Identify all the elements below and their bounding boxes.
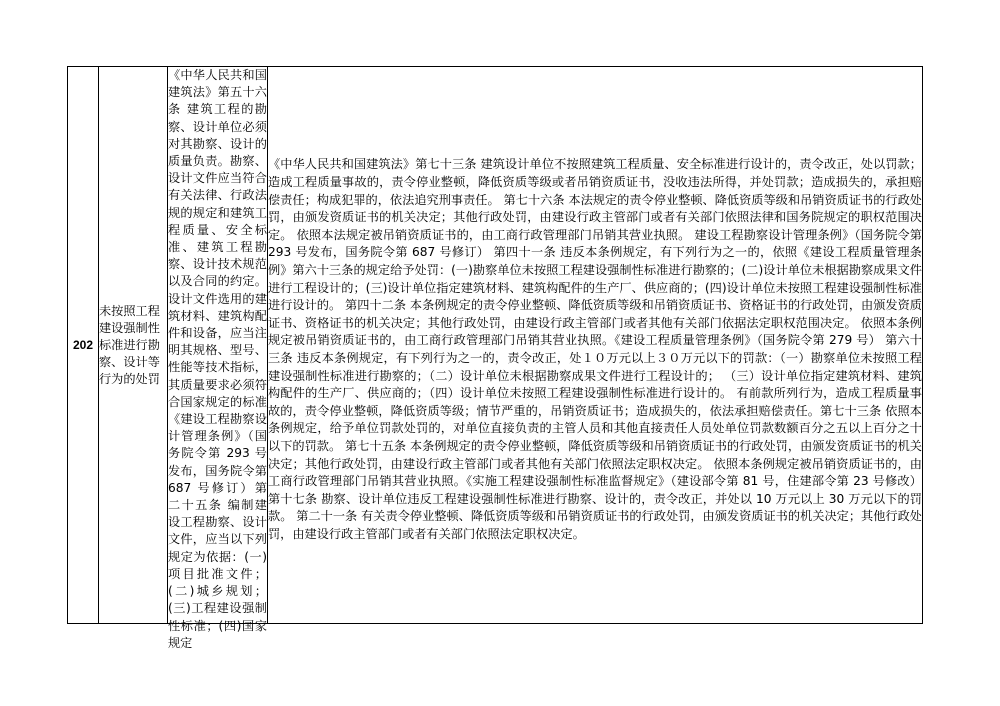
row-number: 202	[68, 67, 99, 624]
penalty-basis-text: 《中华人民共和国建筑法》第七十三条 建筑设计单位不按照建筑工程质量、安全标准进行设计的，责令改正，处以罚款；造成工程质量事故的，责令停业整顿，降低资质等级或者吊销资质证书，没收违法所得，并处罚款；造成损失的，承担赔偿责任；构成犯罪的，依法追究刑事责任。 第七十六条 本法规定的责令停业整顿、降低资质等级和吊销资质证书的行政处罚，由颁发资质证书的机关决定；其他行政处罚，由建设行政主管部门或者有关部门依照法律和国务院规定的职权范围决定。 依照本法规定被吊销资质证书的，由工商行政管理部门吊销其营业执照。 建设工程勘察设计管理条例》（国务院令第 293 号发布，国务院令第 687 号修订） 第四十一条 违反本条例规定，有下列行为之一的，依照《建设工程质量管理条例》第六十三条的规定给予处罚：(一)勘察单位未按照工程建设强制性标准进行勘察的；(二)设计单位未根据勘察成果文件进行工程设计的；(三)设计单位指定建筑材料、建筑构配件的生产厂、供应商的；(四)设计单位未按照工程建设强制性标准进行设计的。 第四十二条 本条例规定的责令停业整顿、降低资质等级和吊销资质证书、资格证书的行政处罚，由颁发资质证书、资格证书的机关决定；其他行政处罚，由建设行政主管部门或者其他有关部门依据法定职权范围决定。 依照本条例规定被吊销资质证书的，由工商行政管理部门吊销其营业执照。《建设工程质量管理条例》（国务院令第 279 号） 第六十三条 违反本条例规定，有下列行为之一的，责令改正，处１０万元以上３０万元以下的罚款：（一）勘察单位未按照工程建设强制性标准进行勘察的；（二）设计单位未根据勘察成果文件进行工程设计的； （三）设计单位指定建筑材料、建筑构配件的生产厂、供应商的；（四）设计单位未按照工程建设强制性标准进行设计的。 有前款所列行为，造成工程质量事故的，责令停业整顿，降低资质等级；情节严重的，吊销资质证书；造成损失的，依法承担赔偿责任。第七十三条 依照本条例规定，给予单位罚款处罚的，对单位直接负责的主管人员和其他直接责任人员处单位罚款数额百分之五以上百分之十以下的罚款。 第七十五条 本条例规定的责令停业整顿，降低资质等级和吊销资质证书的行政处罚，由颁发资质证书的机关决定；其他行政处罚，由建设行政主管部门或者其他有关部门依照法定职权决定。 依照本条例规定被吊销资质证书的，由工商行政管理部门吊销其营业执照。《实施工程建设强制性标准监督规定》（建设部令第 81 号，住建部令第 23 号修改） 第十七条 勘察、设计单位违反工程建设强制性标准进行勘察、设计的，责令改正，并处以 10 万元以上 30 万元以下的罚款。 第二十一条 有关责令停业整顿、降低资质等级和吊销资质证书的行政处罚，由颁发资质证书的机关决定；其他行政处罚，由建设行政主管部门或者有关部门依照法定职权决定。	[268, 157, 922, 541]
enforcement-table	[67, 66, 923, 650]
item-name-cell: 未按照工程建设强制性标准进行勘察、设计等行为的处罚	[99, 67, 168, 624]
table-row	[68, 67, 923, 624]
legal-basis-cell	[168, 67, 268, 650]
penalty-basis-cell	[268, 67, 923, 624]
legal-basis-text: 《中华人民共和国建筑法》第五十六条 建筑工程的勘察、设计单位必须对其勘察、设计的质量负责。勘察、设计文件应当符合有关法律、行政法规的规定和建筑工程质量、安全标准、建筑工程勘察、设计技术规范以及合同的约定。设计文件选用的建筑材料、建筑构配件和设备，应当注明其规格、型号、性能等技术指标，其质量要求必须符合国家规定的标准 《建设工程勘察设计管理条例》（国务院令第 293 号发布，国务院令第 687 号修订）第二十五条 编制建设工程勘察、设计文件，应当以下列规定为依据：(一)项目批准文件；(二)城乡规划；(三)工程建设强制性标准；(四)国家规定	[168, 68, 267, 650]
